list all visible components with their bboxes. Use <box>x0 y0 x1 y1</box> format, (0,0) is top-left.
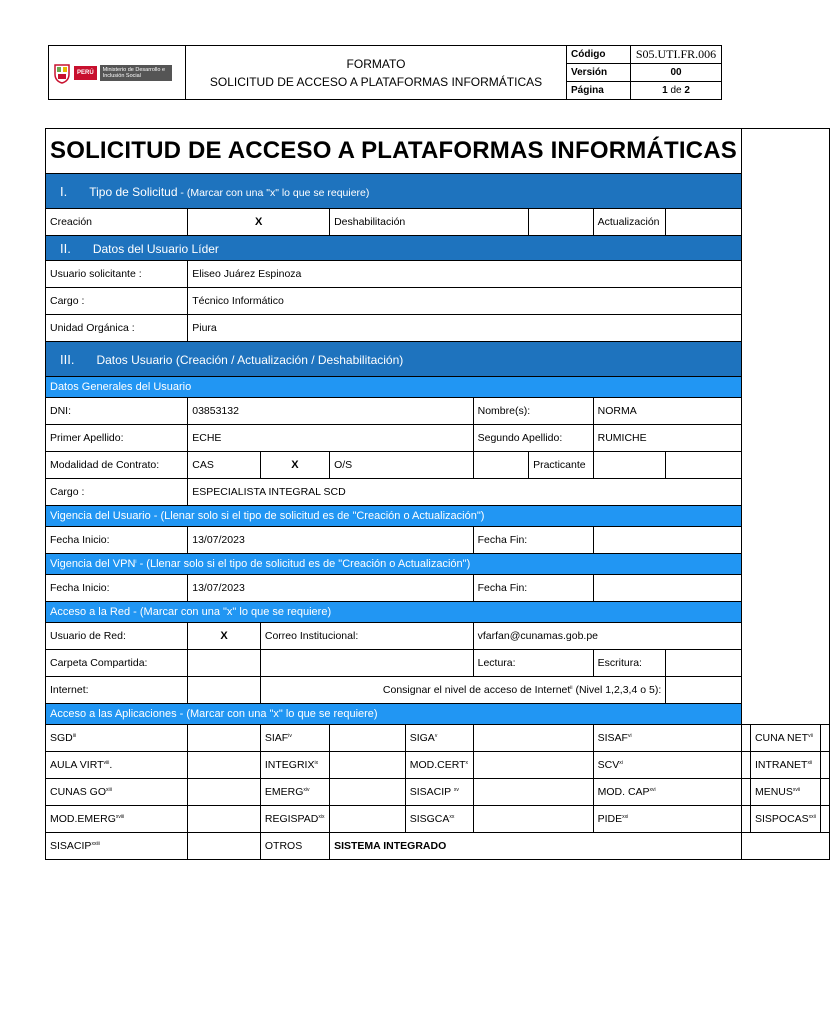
cargo-usuario-field[interactable]: ESPECIALISTA INTEGRAL SCD <box>188 479 742 506</box>
coat-of-arms-icon <box>53 62 71 84</box>
datos-generales-header: Datos Generales del Usuario <box>46 377 742 398</box>
app-name: INTEGRIX <box>264 759 315 771</box>
actualizacion-checkbox[interactable] <box>666 209 742 236</box>
correo-field[interactable]: vfarfan@cunamas.gob.pe <box>473 623 741 650</box>
app-name: SCV <box>597 759 620 771</box>
correo-label: Correo Institucional: <box>260 623 473 650</box>
app-checkbox[interactable] <box>473 725 593 752</box>
acceso-red-header: Acceso a la Red - (Marcar con una "x" lo que se requiere) <box>46 602 742 623</box>
app-label <box>405 752 473 779</box>
usuario-red-label: Usuario de Red: <box>46 623 188 650</box>
dni-label: DNI: <box>46 398 188 425</box>
section-2-header <box>46 236 742 261</box>
vpn-fecha-inicio-field[interactable]: 13/07/2023 <box>188 575 473 602</box>
app-checkbox[interactable] <box>188 806 261 833</box>
app-name: EMERG <box>264 786 304 798</box>
app-footnote: vii <box>808 733 813 739</box>
app-label <box>46 806 188 833</box>
section-3-header <box>46 342 742 377</box>
app-checkbox[interactable] <box>473 752 593 779</box>
app-footnote: xxii <box>808 814 816 820</box>
app-row <box>46 752 830 779</box>
practicante-checkbox[interactable] <box>593 452 666 479</box>
app-name: SIGA <box>409 732 435 744</box>
app-name: MOD. CAP <box>597 786 650 798</box>
peru-label: PERÚ <box>74 66 97 80</box>
app-footnote: xx <box>449 814 455 820</box>
app-label <box>46 725 188 752</box>
carpeta-blank <box>260 650 473 677</box>
app-row <box>46 725 830 752</box>
app-name: SISGCA <box>409 813 450 825</box>
vpn-title: Vigencia del VPN <box>50 558 136 570</box>
app-checkbox[interactable] <box>741 752 750 779</box>
nombres-label: Nombre(s): <box>473 398 593 425</box>
app-checkbox[interactable] <box>741 779 750 806</box>
document-title-cell <box>186 46 567 100</box>
app-checkbox[interactable] <box>820 779 829 806</box>
app-footnote: v <box>434 733 438 739</box>
app-footnote: xviii <box>115 814 125 820</box>
internet-blank <box>188 677 261 704</box>
deshabilitacion-checkbox[interactable] <box>529 209 594 236</box>
aplicaciones-grid <box>46 725 830 833</box>
app-checkbox[interactable] <box>820 752 829 779</box>
app-checkbox[interactable] <box>188 725 261 752</box>
app-footnote: xxiii <box>91 841 100 847</box>
app-footnote: iii <box>72 733 77 739</box>
section-1-note: - (Marcar con una "x" lo que se requiere) <box>177 186 370 199</box>
dni-field[interactable]: 03853132 <box>188 398 473 425</box>
code-label: Código <box>567 46 631 64</box>
app-label <box>405 806 473 833</box>
internet-note <box>260 677 665 704</box>
unidad-organica-field[interactable]: Piura <box>188 315 742 342</box>
ministry-logo <box>53 62 181 84</box>
internet-label: Internet: <box>46 677 188 704</box>
app-label <box>260 752 329 779</box>
app-row <box>46 806 830 833</box>
practicante-label: Practicante <box>529 452 594 479</box>
page-total: 2 <box>684 85 690 96</box>
request-form <box>45 128 830 860</box>
vpn-fecha-fin-field[interactable] <box>593 575 741 602</box>
app-name: CUNAS GO <box>50 786 107 798</box>
unidad-organica-label: Unidad Orgánica : <box>46 315 188 342</box>
app-footnote: xi <box>619 760 623 766</box>
version-value: 00 <box>631 64 722 82</box>
section-1-number: I. <box>60 183 68 199</box>
app-footnote: xix <box>318 814 325 820</box>
page-of: de <box>670 85 682 96</box>
app-name: SIAF <box>264 732 289 744</box>
app-label <box>260 779 329 806</box>
cargo-usuario-label: Cargo : <box>46 479 188 506</box>
creacion-label: Creación <box>46 209 188 236</box>
segundo-apellido-label: Segundo Apellido: <box>473 425 593 452</box>
version-label: Versión <box>567 64 631 82</box>
fecha-fin-field[interactable] <box>593 527 741 554</box>
section-3-title: Datos Usuario (Creación / Actualización / Deshabilitación) <box>96 352 404 367</box>
app-name: SISPOCAS <box>754 813 809 825</box>
segundo-apellido-field[interactable]: RUMICHE <box>593 425 741 452</box>
vpn-note: - (Llenar solo si el tipo de solicitud es de "Creación o Actualización") <box>136 558 471 570</box>
nombres-field[interactable]: NORMA <box>593 398 741 425</box>
internet-footnote: ii <box>570 685 573 691</box>
usuario-solicitante-label: Usuario solicitante : <box>46 261 188 288</box>
app-name: MENUS <box>754 786 793 798</box>
app-footnote: xiv <box>303 787 310 793</box>
app-name: PIDE <box>597 813 623 825</box>
cas-label: CAS <box>188 452 261 479</box>
carpeta-field[interactable] <box>188 650 261 677</box>
logo-cell <box>49 46 186 100</box>
vpn-fecha-fin-label: Fecha Fin: <box>473 575 593 602</box>
app-checkbox[interactable] <box>473 779 593 806</box>
fecha-fin-label: Fecha Fin: <box>473 527 593 554</box>
app-footnote: xvii <box>792 787 801 793</box>
app-name-suffix: . <box>109 759 113 771</box>
app-label <box>46 779 188 806</box>
app-label <box>46 752 188 779</box>
carpeta-label: Carpeta Compartida: <box>46 650 188 677</box>
app-checkbox[interactable] <box>330 725 406 752</box>
app-name: MOD.CERT <box>409 759 466 771</box>
page-label: Página <box>567 82 631 100</box>
app-sisacip-2-checkbox[interactable] <box>188 833 261 860</box>
app-footnote: xv <box>453 787 459 793</box>
app-name: REGISPAD <box>264 813 319 825</box>
internet-note-text: Consignar el nivel de acceso de Internet <box>382 684 571 696</box>
fecha-inicio-label: Fecha Inicio: <box>46 527 188 554</box>
modalidad-label: Modalidad de Contrato: <box>46 452 188 479</box>
app-label <box>593 779 741 806</box>
app-label <box>750 725 820 752</box>
app-label <box>593 752 741 779</box>
format-label: FORMATO <box>346 56 406 71</box>
section-2-title: Datos del Usuario Líder <box>92 241 219 256</box>
modalidad-blank <box>666 452 742 479</box>
escritura-label: Escritura: <box>593 650 666 677</box>
app-name: SISACIP <box>409 786 454 798</box>
app-footnote: xxi <box>622 814 629 820</box>
primer-apellido-label: Primer Apellido: <box>46 425 188 452</box>
fecha-inicio-field[interactable]: 13/07/2023 <box>188 527 473 554</box>
app-name: INTRANET <box>754 759 808 771</box>
app-label <box>750 752 820 779</box>
app-label <box>593 725 741 752</box>
cargo-lider-field[interactable]: Técnico Informático <box>188 288 742 315</box>
cargo-lider-label: Cargo : <box>46 288 188 315</box>
page-current: 1 <box>662 85 668 96</box>
app-checkbox[interactable] <box>188 752 261 779</box>
app-row <box>46 779 830 806</box>
app-label <box>260 806 329 833</box>
app-checkbox[interactable] <box>741 806 750 833</box>
app-checkbox[interactable] <box>473 806 593 833</box>
app-checkbox[interactable] <box>741 725 750 752</box>
document-header <box>48 45 722 100</box>
app-name: MOD.EMERG <box>50 813 116 825</box>
actualizacion-label: Actualización <box>593 209 666 236</box>
section-1-header <box>46 174 742 209</box>
app-footnote: xii <box>807 760 813 766</box>
app-name: AULA VIRT <box>50 759 104 771</box>
deshabilitacion-label: Deshabilitación <box>330 209 529 236</box>
app-label <box>593 806 741 833</box>
app-footnote: x <box>465 760 469 766</box>
section-3-number: III. <box>60 351 75 367</box>
app-label <box>405 779 473 806</box>
app-footnote: iv <box>288 733 292 739</box>
cas-checkbox[interactable]: X <box>260 452 329 479</box>
app-footnote: xiii <box>106 787 112 793</box>
section-1-title: Tipo de Solicitud <box>89 184 178 199</box>
app-label <box>750 806 820 833</box>
vigencia-vpn-header <box>46 554 742 575</box>
app-label <box>405 725 473 752</box>
os-label: O/S <box>330 452 474 479</box>
aplicaciones-header: Acceso a las Aplicaciones - (Marcar con una "x" lo que se requiere) <box>46 704 742 725</box>
vpn-fecha-inicio-label: Fecha Inicio: <box>46 575 188 602</box>
app-footnote: viii <box>103 760 110 766</box>
document-title: SOLICITUD DE ACCESO A PLATAFORMAS INFORMÁTICAS <box>209 74 543 89</box>
app-checkbox[interactable] <box>330 779 406 806</box>
app-checkbox[interactable] <box>820 806 829 833</box>
app-footnote: ix <box>314 760 319 766</box>
app-footnote: vi <box>627 733 632 739</box>
app-name: SISAF <box>597 732 628 744</box>
app-name: SGD <box>50 732 73 744</box>
app-checkbox[interactable] <box>330 752 406 779</box>
page-value <box>631 82 722 100</box>
form-title: SOLICITUD DE ACCESO A PLATAFORMAS INFORMÁTICAS <box>46 129 742 174</box>
app-sisacip-2-label <box>46 833 188 860</box>
internet-level-field[interactable] <box>666 677 742 704</box>
app-label <box>750 779 820 806</box>
app-name: SISACIP <box>50 840 92 852</box>
ministry-name: Ministerio de Desarrollo e Inclusión Social <box>100 65 172 81</box>
app-name: CUNA NET <box>754 732 809 744</box>
otros-label: OTROS <box>260 833 329 860</box>
app-label <box>260 725 329 752</box>
usuario-red-checkbox[interactable]: X <box>188 623 261 650</box>
app-footnote: xvi <box>649 787 656 793</box>
vpn-footnote: i <box>135 559 137 565</box>
usuario-solicitante-field[interactable]: Eliseo Juárez Espinoza <box>188 261 742 288</box>
primer-apellido-field[interactable]: ECHE <box>188 425 473 452</box>
section-2-number: II. <box>60 240 71 256</box>
lectura-label: Lectura: <box>473 650 593 677</box>
app-checkbox[interactable] <box>820 725 829 752</box>
code-value: S05.UTI.FR.006 <box>631 46 722 64</box>
otros-field[interactable]: SISTEMA INTEGRADO <box>330 833 742 860</box>
app-checkbox[interactable] <box>188 779 261 806</box>
creacion-checkbox[interactable]: X <box>188 209 330 236</box>
internet-note-levels: (Nivel 1,2,3,4 o 5): <box>572 684 662 696</box>
app-checkbox[interactable] <box>330 806 406 833</box>
vigencia-usuario-header: Vigencia del Usuario - (Llenar solo si el tipo de solicitud es de "Creación o Actualización") <box>46 506 742 527</box>
escritura-checkbox[interactable] <box>666 650 742 677</box>
os-checkbox[interactable] <box>473 452 528 479</box>
